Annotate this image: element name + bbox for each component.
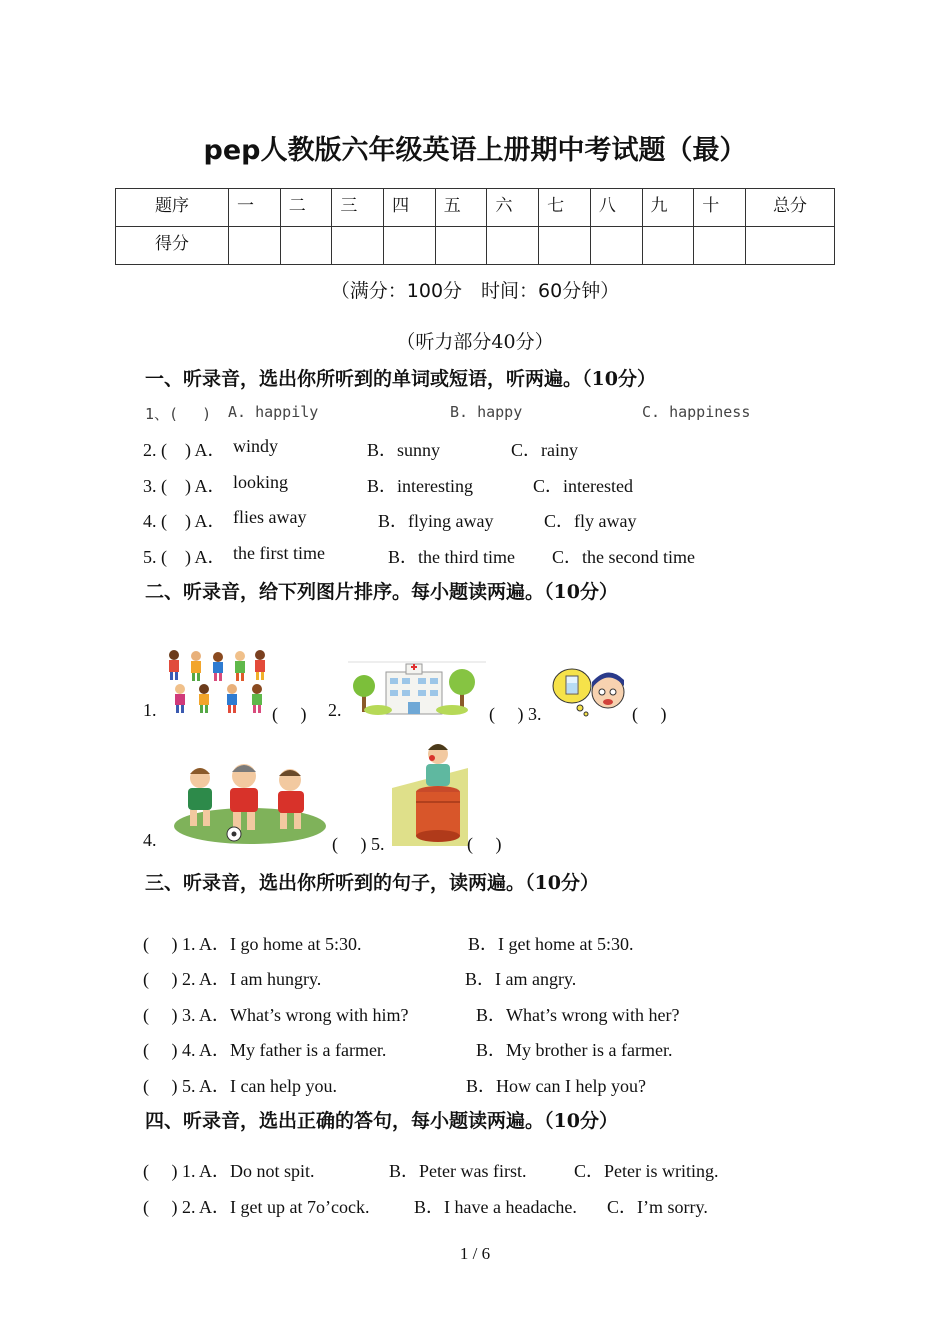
s1-q2-option-c: C．rainy [511,440,578,460]
score-cell[interactable] [590,227,642,265]
s3-q3-option-a: ( ) 3. A．What’s wrong with him? [143,1005,409,1025]
exam-info: （满分：100分 时间：60分钟） [330,280,620,302]
thirsty-boy-picture [550,666,628,718]
score-cell[interactable] [539,227,591,265]
section1-heading: 一、听录音，选出你所听到的单词或短语，听两遍。（10分） [145,368,656,390]
s2-picture-2-bracket[interactable]: ( ) 3. [489,704,542,724]
s3-q5-option-b: B．How can I help you? [466,1076,646,1096]
score-table-header-row [116,189,835,227]
score-cell[interactable] [642,227,694,265]
s3-q2-option-b: B．I am angry. [465,969,577,989]
football-icon [227,827,241,841]
score-col-5: 五 [435,189,487,227]
s1-q1-option-c: C. happiness [642,403,751,421]
score-col-8: 八 [590,189,642,227]
s1-q2-number: 2. ( ) A． [143,440,226,460]
section4-heading: 四、听录音，选出正确的答句，每小题读两遍。（10分） [145,1110,618,1132]
s2-picture-4-bracket[interactable]: ( ) 5. [332,834,385,854]
score-cell[interactable] [435,227,487,265]
child-figure [169,650,179,680]
child-figure [227,684,237,713]
s1-q5-number: 5. ( ) A． [143,547,226,567]
hospital-building [386,664,442,714]
s2-picture-3-bracket[interactable]: ( ) [632,704,667,724]
score-col-7: 七 [539,189,591,227]
score-header-label: 题序 [116,189,229,227]
listening-heading: （听力部分40分） [396,331,554,353]
s1-q3-option-a: looking [233,472,289,492]
s4-q2-option-a: ( ) 2. A．I get up at 7o’cock. [143,1197,370,1217]
score-col-9: 九 [642,189,694,227]
child-figure [175,684,185,713]
s1-q2-option-b: B．sunny [367,440,441,460]
s1-q1-option-b: B. happy [450,403,523,421]
child-figure [255,650,265,680]
score-row-label: 得分 [116,227,229,265]
s1-q3-option-c: C．interested [533,476,633,496]
score-cell[interactable] [487,227,539,265]
glass-of-water-icon [566,676,578,694]
child-figure [252,684,262,713]
s1-q1-number: 1、( ) [145,405,212,423]
section3-heading: 三、听录音，选出你所听到的句子，读两遍。（10分） [145,872,599,894]
score-cell[interactable] [229,227,281,265]
s2-picture-5-bracket[interactable]: ( ) [467,834,502,854]
child-figure [235,651,245,681]
child-figure [213,652,223,681]
s4-q1-option-a: ( ) 1. A．Do not spit. [143,1161,315,1181]
score-col-1: 一 [229,189,281,227]
score-cell[interactable] [746,227,835,265]
s4-q1-option-b: B．Peter was first. [389,1161,527,1181]
s1-q4-option-a: flies away [233,507,307,527]
hospital-picture [348,660,486,716]
s4-q1-option-c: C．Peter is writing. [574,1161,719,1181]
s3-q5-option-a: ( ) 5. A．I can help you. [143,1076,337,1096]
score-total-label: 总分 [746,189,835,227]
s4-q2-option-c: C．I’m sorry. [607,1197,708,1217]
s1-q4-option-c: C．fly away [544,511,637,531]
boy-on-drum-picture [392,740,468,846]
s2-picture-2-number: 2. [328,700,342,720]
s1-q4-number: 4. ( ) A． [143,511,226,531]
boy-figure [426,744,450,786]
score-col-10: 十 [694,189,746,227]
section2-heading: 二、听录音，给下列图片排序。每小题读两遍。（10分） [145,581,618,603]
boys-playing-football-picture [172,758,328,844]
s1-q3-option-b: B．interesting [367,476,473,496]
s1-q2-option-a: windy [233,436,278,456]
page-number: 1 / 6 [459,1244,491,1263]
score-cell[interactable] [332,227,384,265]
s3-q3-option-b: B．What’s wrong with her? [476,1005,680,1025]
boy-face [592,672,624,708]
s4-q2-option-b: B．I have a headache. [414,1197,577,1217]
child-figure [191,651,201,681]
s1-q3-number: 3. ( ) A． [143,476,226,496]
score-table-score-row [116,227,835,265]
score-col-4: 四 [384,189,436,227]
score-cell[interactable] [384,227,436,265]
s1-q5-option-c: C．the second time [552,547,695,567]
drum-icon [416,786,460,842]
score-col-6: 六 [487,189,539,227]
s3-q2-option-a: ( ) 2. A．I am hungry. [143,969,322,989]
children-playing-picture [162,647,270,715]
s1-q5-option-a: the first time [233,543,325,563]
score-cell[interactable] [280,227,332,265]
s3-q1-option-b: B．I get home at 5:30. [468,934,634,954]
s3-q1-option-a: ( ) 1. A．I go home at 5:30. [143,934,362,954]
s1-q5-option-b: B．the third time [388,547,515,567]
child-figure [199,684,209,713]
s2-picture-1-number: 1. [143,700,157,720]
score-table [115,188,835,265]
score-cell[interactable] [694,227,746,265]
s1-q1-option-a: A. happily [228,403,319,421]
s1-q4-option-b: B．flying away [378,511,494,531]
score-col-3: 三 [332,189,384,227]
s2-picture-1-bracket[interactable]: ( ) [272,704,307,724]
s2-picture-4-number: 4. [143,830,157,850]
s3-q4-option-b: B．My brother is a farmer. [476,1040,673,1060]
s3-q4-option-a: ( ) 4. A．My father is a farmer. [143,1040,387,1060]
page-title: pep人教版六年级英语上册期中考试题（最） [203,135,747,166]
score-col-2: 二 [280,189,332,227]
